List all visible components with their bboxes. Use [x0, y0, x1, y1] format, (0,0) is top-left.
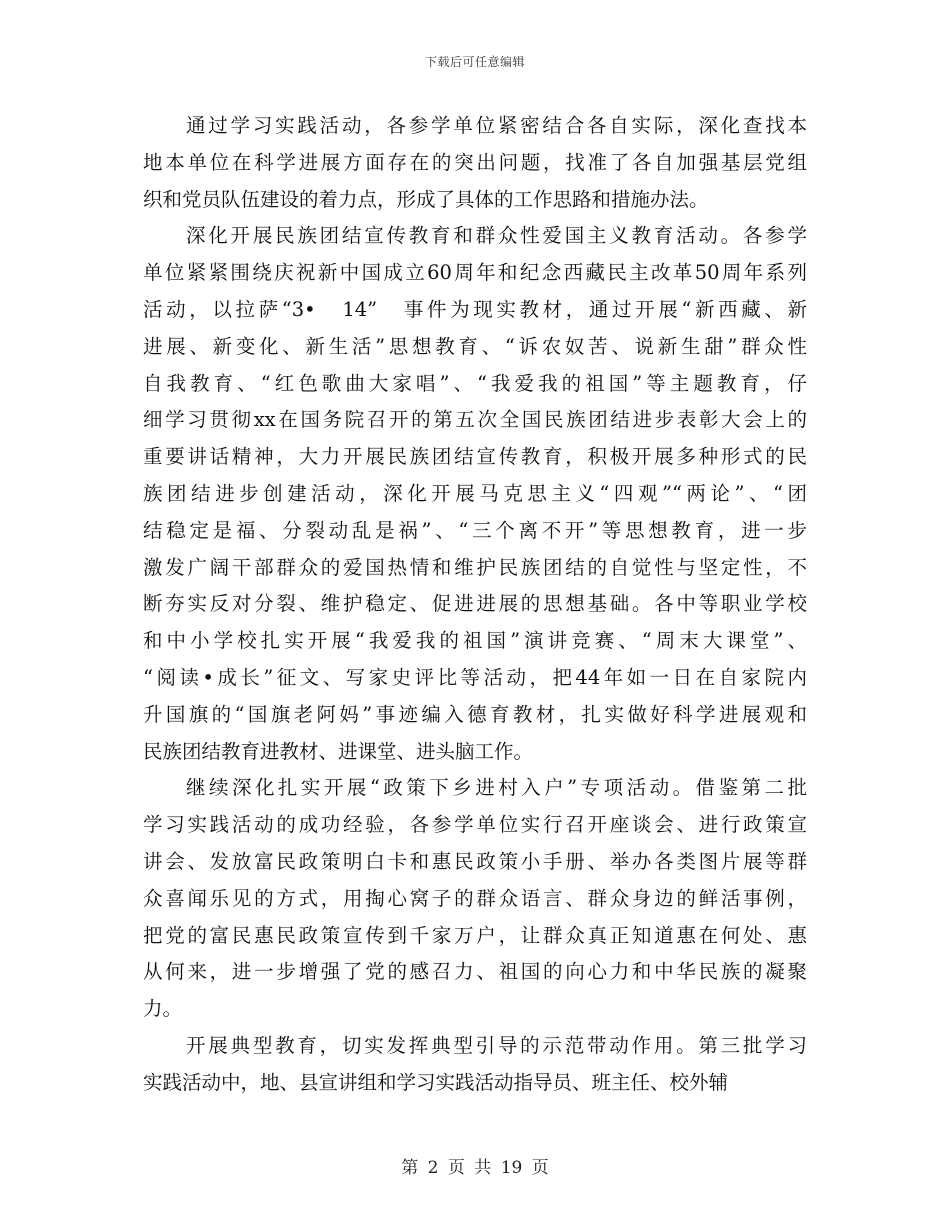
footer-page-word: 页	[447, 1158, 465, 1178]
paragraph-line: 众喜闻乐见的方式，用掏心窝子的群众语言、群众身边的鲜活事例，	[143, 886, 807, 910]
paragraph-line: 力。	[143, 997, 183, 1021]
paragraph-line: 和中小学校扎实开展“我爱我的祖国”演讲竞赛、“周末大课堂”、	[143, 629, 807, 653]
paragraph-line: 从何来，进一步增强了党的感召力、祖国的向心力和中华民族的凝聚	[143, 960, 807, 984]
paragraph-line: 把党的富民惠民政策宣传到千家万户，让群众真正知道惠在何处、惠	[143, 923, 807, 947]
page-footer	[0, 1153, 950, 1178]
paragraph-line: 活动，以拉萨“3• 14” 事件为现实教材，通过开展“新西藏、新	[143, 297, 807, 321]
paragraph-line: 民族团结教育进教材、进课堂、进头脑工作。	[143, 739, 534, 763]
footer-page-number: 2	[427, 1158, 439, 1178]
paragraph-line: 继续深化扎实开展“政策下乡进村入户”专项活动。借鉴第二批	[186, 776, 807, 800]
paragraph-line: 升国旗的“国旗老阿妈”事迹编入德育教材，扎实做好科学进展观和	[143, 702, 807, 726]
paragraph-line: 激发广阔干部群众的爱国热情和维护民族团结的自觉性与坚定性，不	[143, 555, 807, 579]
footer-total-word: 共	[474, 1158, 492, 1178]
paragraph-line: 自我教育、“红色歌曲大家唱”、“我爱我的祖国”等主题教育，仔	[143, 371, 807, 395]
document-body	[143, 108, 807, 1102]
paragraph-line: “阅读•成长”征文、写家史评比等活动，把44年如一日在自家院内	[143, 665, 807, 689]
footer-prefix: 第	[401, 1158, 419, 1178]
paragraph-line: 族团结进步创建活动，深化开展马克思主义“四观”“两论”、“团	[143, 481, 807, 505]
paragraph-line: 通过学习实践活动，各参学单位紧密结合各自实际，深化查找本	[186, 114, 807, 137]
paragraph-line: 结稳定是福、分裂动乱是祸”、“三个离不开”等思想教育，进一步	[143, 518, 807, 542]
footer-suffix: 页	[531, 1158, 549, 1178]
footer-total-pages: 19	[500, 1158, 523, 1178]
paragraph-line: 讲会、发放富民政策明白卡和惠民政策小手册、举办各类图片展等群	[143, 849, 807, 873]
paragraph-line: 进展、新变化、新生活”思想教育、“诉农奴苦、说新生甜”群众性	[143, 334, 807, 358]
page-header-note: 下载后可任意编辑	[424, 55, 525, 69]
paragraph-line: 断夯实反对分裂、维护稳定、促进进展的思想基础。各中等职业学校	[143, 592, 807, 616]
paragraph-line: 学习实践活动的成功经验，各参学单位实行召开座谈会、进行政策宣	[143, 813, 807, 837]
paragraph-line: 开展典型教育，切实发挥典型引导的示范带动作用。第三批学习	[186, 1033, 807, 1057]
paragraph-line: 细学习贯彻xx在国务院召开的第五次全国民族团结进步表彰大会上的	[143, 408, 807, 432]
paragraph-line: 地本单位在科学进展方面存在的突出问题，找准了各自加强基层党组	[143, 150, 807, 174]
paragraph-line: 重要讲话精神，大力开展民族团结宣传教育，积极开展多种形式的民	[143, 445, 807, 469]
paragraph-line: 实践活动中，地、县宣讲组和学习实践活动指导员、班主任、校外辅	[143, 1070, 729, 1094]
paragraph-line: 织和党员队伍建设的着力点，形成了具体的工作思路和措施办法。	[143, 187, 709, 211]
paragraph-line: 深化开展民族团结宣传教育和群众性爱国主义教育活动。各参学	[186, 224, 807, 248]
paragraph-line: 单位紧紧围绕庆祝新中国成立60周年和纪念西藏民主改革50周年系列	[143, 261, 807, 285]
